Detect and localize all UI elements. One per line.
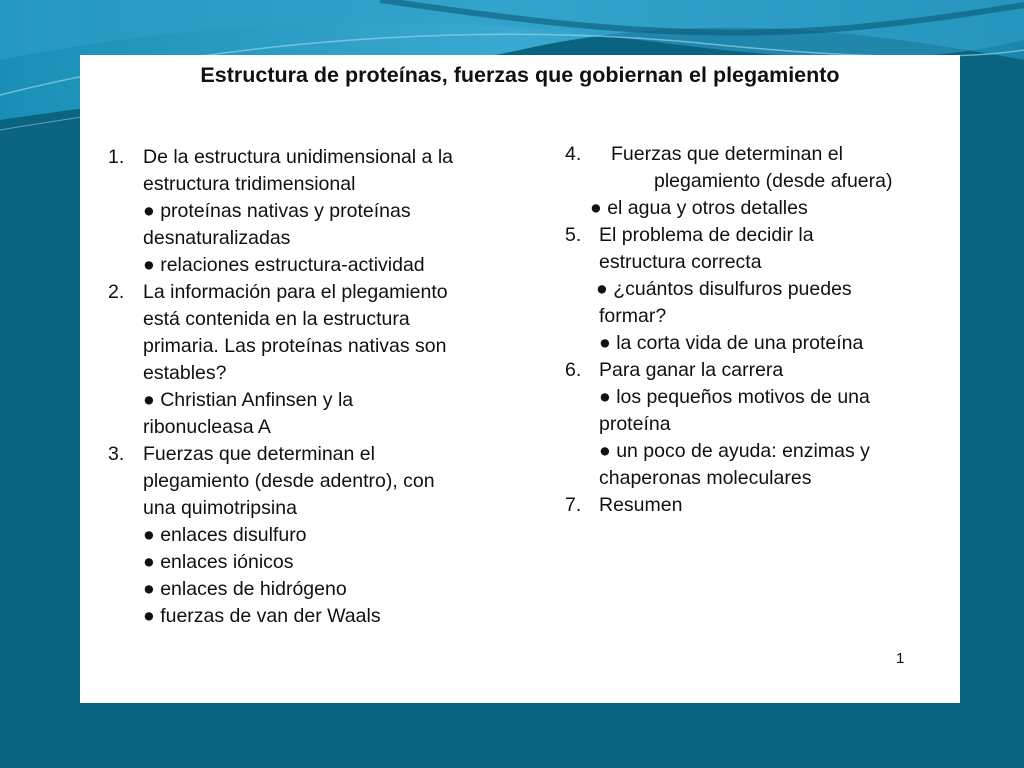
item-text: De la estructura unidimensional a la: [143, 146, 454, 168]
bullet-text: ● el agua y otros detalles: [590, 197, 808, 219]
item-number: 7.: [565, 494, 582, 516]
item-text: Fuerzas que determinan el: [143, 443, 375, 465]
item-number: 1.: [108, 146, 125, 168]
bullet-text: ● un poco de ayuda: enzimas y: [599, 440, 870, 462]
list-item-6: [565, 357, 945, 492]
bullet-text: ● los pequeños motivos de una: [599, 386, 870, 408]
item-text: La información para el plegamiento: [143, 281, 448, 303]
list-item-3: [108, 441, 528, 630]
slide-content: [80, 55, 960, 703]
bullet-text: ● fuerzas de van der Waals: [143, 605, 381, 627]
list-item-5: [565, 222, 945, 357]
bullet-text: ● ¿cuántos disulfuros puedes: [596, 278, 852, 300]
item-text: estables?: [143, 362, 227, 384]
bullet-text: ribonucleasa A: [143, 416, 271, 438]
right-column: [565, 141, 945, 519]
bullet-text: ● enlaces disulfuro: [143, 524, 307, 546]
bullet-text: ● la corta vida de una proteína: [599, 332, 864, 354]
item-number: 2.: [108, 281, 125, 303]
item-text: estructura correcta: [599, 251, 762, 273]
slide-title: Estructura de proteínas, fuerzas que gobiernan el plegamiento: [200, 63, 840, 87]
item-text: Resumen: [599, 494, 683, 516]
page-number: 1: [896, 650, 905, 667]
item-text: plegamiento (desde afuera): [654, 170, 893, 192]
item-text: estructura tridimensional: [143, 173, 356, 195]
bullet-text: ● enlaces iónicos: [143, 551, 294, 573]
bullet-text: ● Christian Anfinsen y la: [143, 389, 354, 411]
bullet-text: formar?: [599, 305, 667, 327]
list-item-4: [565, 141, 945, 222]
bullet-text: chaperonas moleculares: [599, 467, 812, 489]
bullet-text: ● relaciones estructura-actividad: [143, 254, 425, 276]
list-item-7: [565, 492, 945, 519]
bullet-text: ● enlaces de hidrógeno: [143, 578, 347, 600]
bullet-text: desnaturalizadas: [143, 227, 291, 249]
item-number: 3.: [108, 443, 125, 465]
item-number: 4.: [565, 143, 582, 165]
item-text: primaria. Las proteínas nativas son: [143, 335, 447, 357]
item-text: plegamiento (desde adentro), con: [143, 470, 435, 492]
left-column: [108, 144, 528, 630]
bullet-text: proteína: [599, 413, 671, 435]
item-number: 5.: [565, 224, 582, 246]
item-text: está contenida en la estructura: [143, 308, 410, 330]
list-item-2: [108, 279, 528, 441]
item-text: Para ganar la carrera: [599, 359, 784, 381]
list-item-1: [108, 144, 528, 279]
bullet-text: ● proteínas nativas y proteínas: [143, 200, 411, 222]
item-text: Fuerzas que determinan el: [611, 143, 843, 165]
item-text: El problema de decidir la: [599, 224, 814, 246]
item-text: una quimotripsina: [143, 497, 297, 519]
item-number: 6.: [565, 359, 582, 381]
